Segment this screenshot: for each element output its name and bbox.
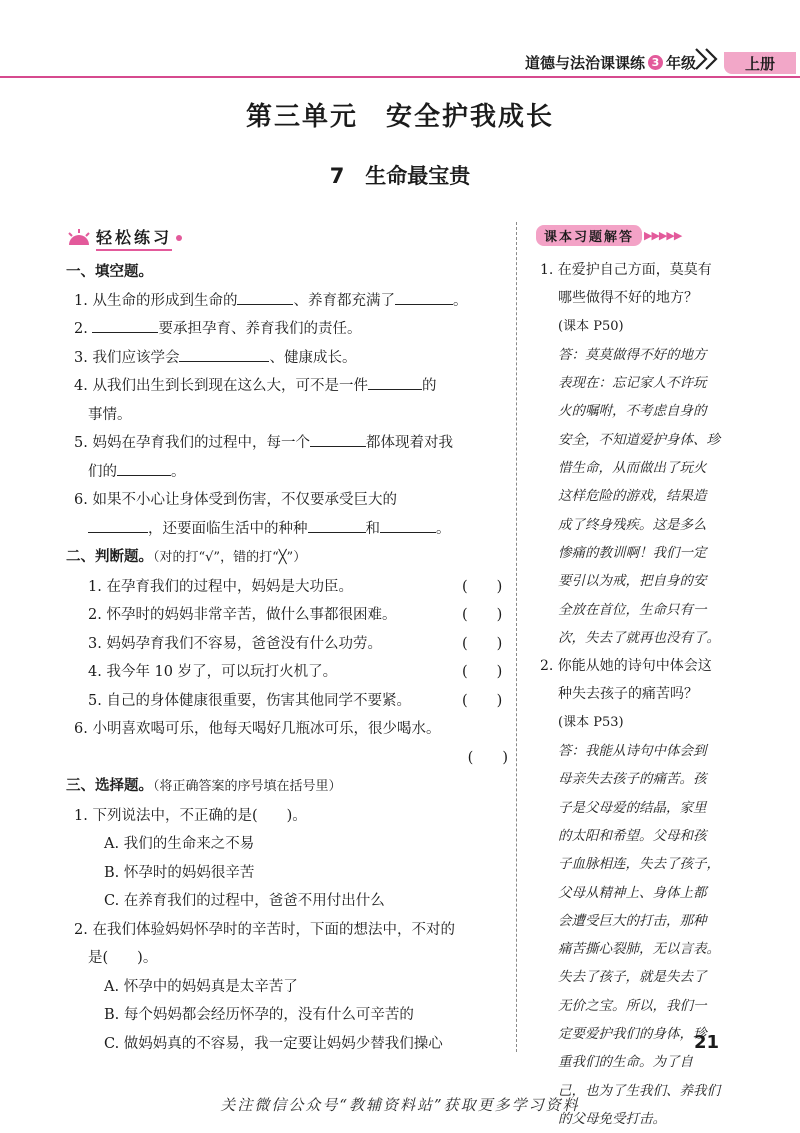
choice-option[interactable]: C. 在养育我们的过程中，爸爸不用付出什么 xyxy=(104,893,385,909)
fill-in-question-4: 4. 从我们出生到长到现在这么大，可不是一件 的 事情。 xyxy=(66,372,512,429)
practice-badge xyxy=(66,225,182,251)
true-false-heading: 二、判断题。（对的打“√”，错的打“╳”） xyxy=(66,549,307,565)
answer-parentheses[interactable]: ( ) xyxy=(462,664,503,680)
answer-blank[interactable] xyxy=(310,429,366,447)
textbook-question-2: 2. 你能从她的诗句中体会这 种失去孩子的痛苦吗？ xyxy=(540,658,712,703)
answer-blank[interactable] xyxy=(117,458,171,476)
answer-blank[interactable] xyxy=(395,287,453,305)
footer-watermark-text: 关注微信公众号“教辅资料站”获取更多学习资料 xyxy=(220,1096,580,1114)
textbook-page-ref: (课本 P53) xyxy=(558,714,624,730)
textbook-answer-2: 答：我能从诗句中体会到 母亲失去孩子的痛苦。孩 子是父母爱的结晶，家里 的太阳和希望。父母和孩 子血脉相连，失去了孩子， 父母从精神上、身体上都 会遭受巨大的打击，那种 痛苦撕心裂肺，无以言表。 失去了孩子，就是失去了 无价之宝。所以，我们一 定要爱护我们的身体，珍 重我们的生命。为了自 己，也为了生我们、养我们 的父母免受打击。 xyxy=(558,743,720,1127)
answer-blank[interactable] xyxy=(179,344,269,362)
column-divider xyxy=(516,222,517,1052)
answer-parentheses[interactable]: ( ) xyxy=(462,578,503,595)
practice-badge-label: 轻松练习 xyxy=(96,225,172,251)
answer-blank[interactable] xyxy=(237,287,293,305)
answer-parentheses[interactable]: ( ) xyxy=(462,692,503,709)
choice-option[interactable]: C. 做妈妈真的不容易，我一定要让妈妈少替我们操心 xyxy=(104,1035,443,1052)
answer-parentheses[interactable]: ( ) xyxy=(467,749,508,766)
true-false-item: 2. 怀孕时的妈妈非常辛苦，做什么事都很困难。 ( ) xyxy=(66,601,512,630)
volume-tab: 上册 xyxy=(724,52,796,74)
fill-in-question-2: 2. 要承担孕育、养育我们的责任。 xyxy=(66,315,512,344)
true-false-item: 6. 小明喜欢喝可乐，他每天喝好几瓶冰可乐，很少喝水。 xyxy=(74,721,441,737)
answer-parentheses[interactable]: ( ) xyxy=(462,607,503,623)
textbook-question-1: 1. 在爱护自己方面，莫莫有 哪些做得不好的地方？ xyxy=(540,262,712,307)
practice-column xyxy=(66,258,512,1058)
true-false-item: 5. 自己的身体健康很重要，伤害其他同学不要紧。 ( ) xyxy=(66,687,512,716)
choice-heading: 三、选择题。（将正确答案的序号填在括号里） xyxy=(66,778,342,794)
true-false-instructions: （对的打“√”，错的打“╳”） xyxy=(153,550,307,565)
sun-icon xyxy=(66,228,92,248)
header-rule xyxy=(0,76,800,78)
choice-option[interactable]: A. 我们的生命来之不易 xyxy=(104,836,255,852)
book-title: 道德与法治课课练 xyxy=(524,54,645,72)
answer-blank[interactable] xyxy=(380,515,436,533)
fill-in-question-6: 6. 如果不小心让身体受到伤害，不仅要承受巨大的 ，还要面临生活中的种种 和 。 xyxy=(74,492,451,537)
answer-blank[interactable] xyxy=(368,372,422,390)
lesson-title: 7 生命最宝贵 xyxy=(329,164,471,188)
fill-in-question-3: 3. 我们应该学会 、健康成长。 xyxy=(66,344,512,373)
answers-column xyxy=(538,256,770,1133)
page-number: 21 xyxy=(694,1032,720,1053)
answer-parentheses[interactable]: ( ) xyxy=(462,635,503,652)
fill-in-question-1: 1. 从生命的形成到生命的 、养育都充满了 。 xyxy=(66,287,512,316)
choice-instructions: （将正确答案的序号填在括号里） xyxy=(153,779,342,794)
grade-number-badge: 3 xyxy=(648,55,663,70)
answer-blank[interactable] xyxy=(308,515,366,533)
fill-in-question-5: 5. 妈妈在孕育我们的过程中，每一个 都体现着对我 们的 。 xyxy=(66,429,512,486)
choice-option[interactable]: A. 怀孕中的妈妈真是太辛苦了 xyxy=(104,978,298,995)
choice-question-2: 2. 在我们体验妈妈怀孕时的辛苦时，下面的想法中，不对的 是( )。 xyxy=(74,921,455,966)
textbook-page-ref: (课本 P50) xyxy=(558,318,624,334)
grade-label: 年级 xyxy=(665,54,696,72)
choice-question-1: 1. 下列说法中，不正确的是( )。 xyxy=(74,807,307,824)
arrows-icon: ▶▶▶▶▶ xyxy=(644,229,682,242)
answer-blank[interactable] xyxy=(88,515,148,533)
fill-in-heading: 一、填空题。 xyxy=(66,264,153,280)
running-header xyxy=(525,52,696,73)
answer-blank[interactable] xyxy=(92,315,158,333)
badge-dot-icon xyxy=(176,235,182,241)
unit-title: 第三单元 安全护我成长 xyxy=(245,102,554,132)
true-false-item: 3. 妈妈孕育我们不容易，爸爸没有什么功劳。 ( ) xyxy=(66,630,512,659)
choice-option[interactable]: B. 每个妈妈都会经历怀孕的，没有什么可辛苦的 xyxy=(104,1007,414,1023)
true-false-item: 1. 在孕育我们的过程中，妈妈是大功臣。 ( ) xyxy=(66,573,512,602)
double-chevron-icon xyxy=(693,46,723,72)
answers-badge xyxy=(536,225,681,246)
true-false-item: 4. 我今年 10 岁了，可以玩打火机了。 ( ) xyxy=(66,658,512,687)
choice-option[interactable]: B. 怀孕时的妈妈很辛苦 xyxy=(104,864,255,881)
textbook-answer-1: 答：莫莫做得不好的地方 表现在：忘记家人不许玩 火的嘱咐，不考虑自身的 安全，不知道爱护身体、珍 惜生命，从而做出了玩火 这样危险的游戏，结果造 成了终身残疾。这是多么 惨痛的教训啊！我们一定 要引以为戒，把自身的安 全放在首位，生命只有一 次，失去了就再也没有了。 xyxy=(558,346,720,646)
answers-badge-label: 课本习题解答 xyxy=(536,225,642,246)
